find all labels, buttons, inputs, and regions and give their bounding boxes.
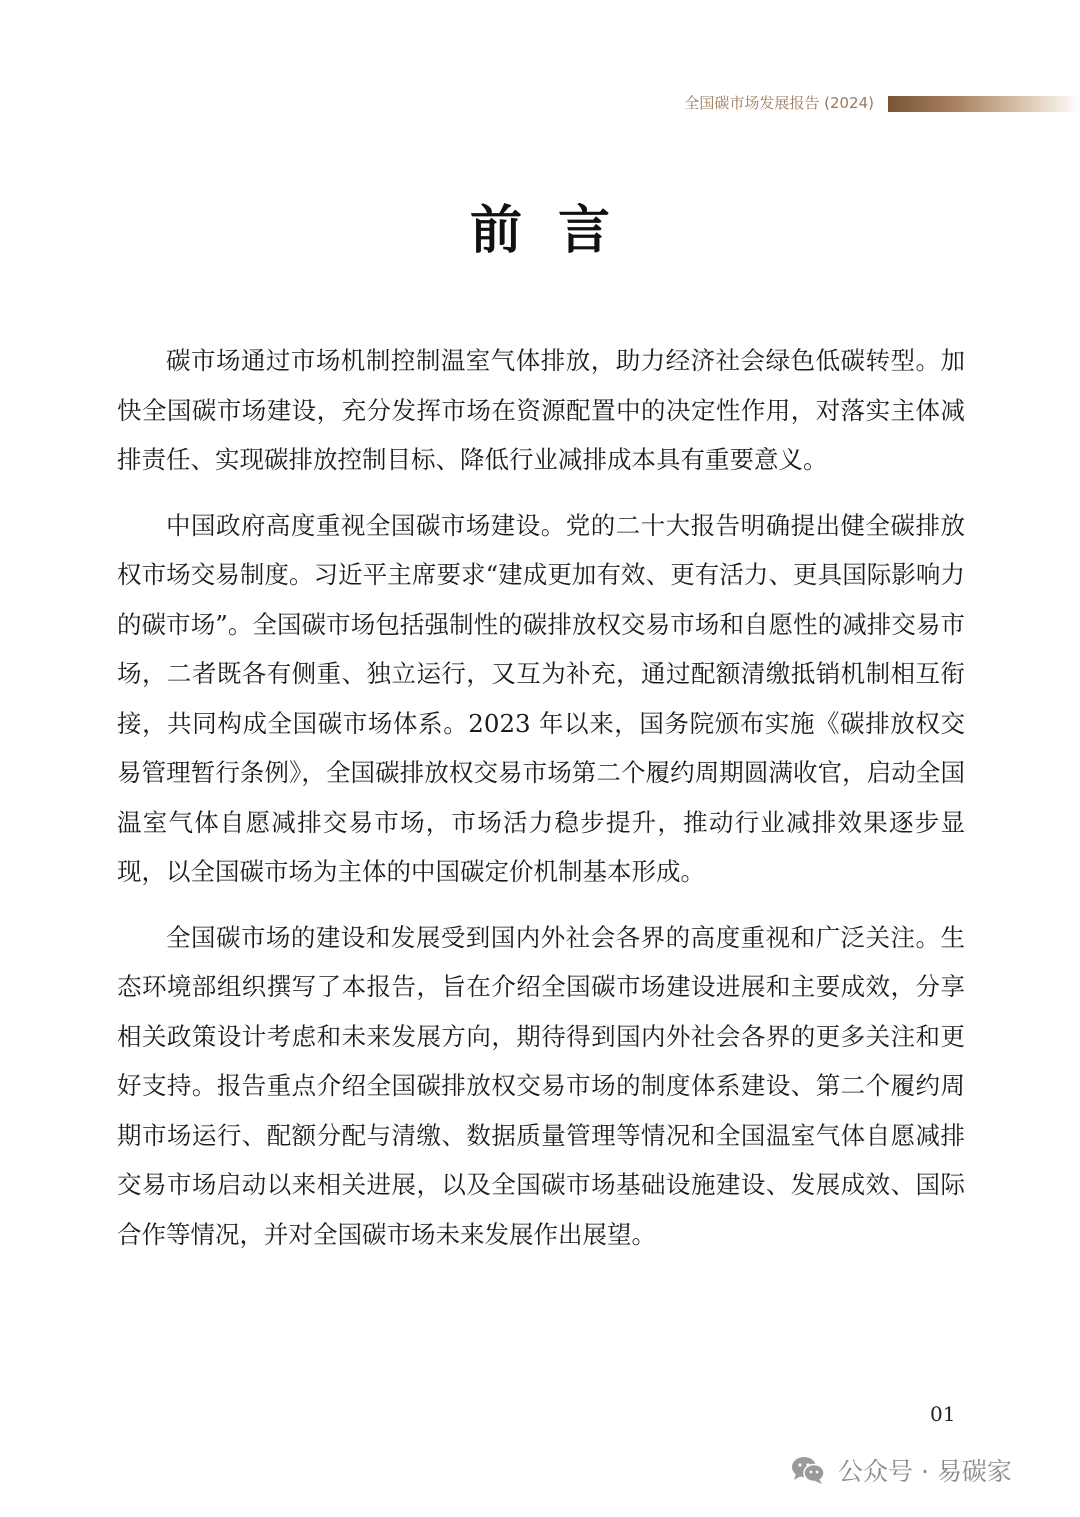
header-gradient-bar	[888, 96, 1080, 112]
watermark-text: 公众号 · 易碳家	[838, 1457, 1012, 1486]
paragraph: 碳市场通过市场机制控制温室气体排放，助力经济社会绿色低碳转型。加快全国碳市场建设，充分发挥市场在资源配置中的决定性作用，对落实主体减排责任、实现碳排放控制目标、降低行业减排成本具有重要意义。	[117, 346, 965, 474]
wechat-icon	[790, 1455, 826, 1485]
body-text	[117, 336, 965, 1275]
watermark	[790, 1452, 1012, 1488]
running-header-title: 全国碳市场发展报告 (2024)	[684, 94, 874, 112]
page-title: 前言	[469, 200, 646, 261]
page-number: 01	[930, 1402, 956, 1426]
paragraph: 中国政府高度重视全国碳市场建设。党的二十大报告明确提出健全碳排放权市场交易制度。习近平主席要求“建成更加有效、更有活力、更具国际影响力的碳市场”。全国碳市场包括强制性的碳排放权交易市场和自愿性的减排交易市场，二者既各有侧重、独立运行，又互为补充，通过配额清缴抵销机制相互衔接，共同构成全国碳市场体系。2023 年以来，国务院颁布实施《碳排放权交易管理暂行条例》，全国碳排放权交易市场第二个履约周期圆满收官，启动全国温室气体自愿减排交易市场，市场活力稳步提升，推动行业减排效果逐步显现，以全国碳市场为主体的中国碳定价机制基本形成。	[117, 510, 965, 886]
paragraph: 全国碳市场的建设和发展受到国内外社会各界的高度重视和广泛关注。生态环境部组织撰写了本报告，旨在介绍全国碳市场建设进展和主要成效，分享相关政策设计考虑和未来发展方向，期待得到国内外社会各界的更多关注和更好支持。报告重点介绍全国碳排放权交易市场的制度体系建设、第二个履约周期市场运行、配额分配与清缴、数据质量管理等情况和全国温室气体自愿减排交易市场启动以来相关进展，以及全国碳市场基础设施建设、发展成效、国际合作等情况，并对全国碳市场未来发展作出展望。	[117, 922, 965, 1249]
